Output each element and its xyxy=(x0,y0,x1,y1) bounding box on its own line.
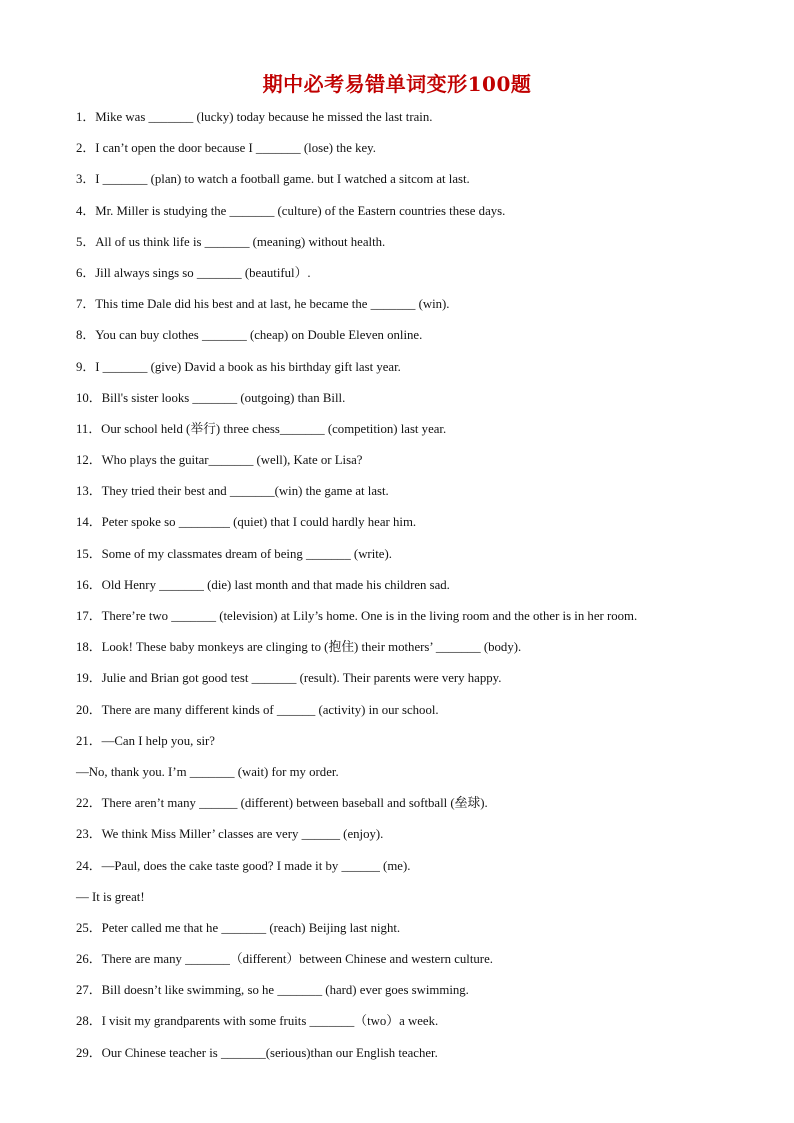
question-21: 21．—Can I help you, sir? xyxy=(76,733,215,748)
question-19: 19．Julie and Brian got good test _______ (result). Their parents were very happy. xyxy=(76,671,502,686)
question-14: 14．Peter spoke so ________ (quiet) that I could hardly hear him. xyxy=(76,515,417,530)
question-17: 17．There’re two _______ (television) at Lily’s home. One is in the living room and the other is in her room. xyxy=(76,609,638,623)
question-6: 6．Jill always sings so _______ (beautiful）. xyxy=(76,265,311,280)
question-7: 7．This time Dale did his best and at last, he became the _______ (win). xyxy=(76,297,450,312)
question-18: 18．Look! These baby monkeys are clinging to (抱住) their mothers’ _______ (body). xyxy=(76,640,522,655)
question-16: 16．Old Henry _______ (die) last month and that made his children sad. xyxy=(76,577,450,592)
question-2: 2．I can’t open the door because I _______ (lose) the key. xyxy=(76,141,376,156)
question-8: 8．You can buy clothes _______ (cheap) on Double Eleven online. xyxy=(76,328,423,343)
question-24-reply: — It is great! xyxy=(76,889,145,904)
question-25: 25．Peter called me that he _______ (reach) Beijing last night. xyxy=(76,920,401,935)
question-1: 1．Mike was _______ (lucky) today because he missed the last train. xyxy=(76,110,433,124)
question-3: 3．I _______ (plan) to watch a football game. but I watched a sitcom at last. xyxy=(76,172,470,187)
question-9: 9．I _______ (give) David a book as his birthday gift last year. xyxy=(76,359,401,374)
question-27: 27．Bill doesn’t like swimming, so he _______ (hard) ever goes swimming. xyxy=(76,983,469,998)
question-26: 26．There are many _______（different）between Chinese and western culture. xyxy=(76,952,493,967)
question-22: 22．There aren’t many ______ (different) between baseball and softball (垒球). xyxy=(76,796,488,811)
question-20: 20．There are many different kinds of ______ (activity) in our school. xyxy=(76,702,439,717)
question-11: 11．Our school held (举行) three chess_______ (competition) last year. xyxy=(76,421,447,436)
page-title: 期中必考易错单词变形100题 xyxy=(262,72,532,96)
question-29: 29．Our Chinese teacher is _______(serious)than our English teacher. xyxy=(76,1045,438,1060)
question-5: 5．All of us think life is _______ (meaning) without health. xyxy=(76,234,386,249)
question-12: 12．Who plays the guitar_______ (well), Kate or Lisa? xyxy=(76,453,363,468)
question-4: 4．Mr. Miller is studying the _______ (culture) of the Eastern countries these days. xyxy=(76,203,506,218)
question-list xyxy=(76,107,756,1074)
question-15: 15．Some of my classmates dream of being _______ (write). xyxy=(76,546,392,561)
question-21-reply: —No, thank you. I’m _______ (wait) for my order. xyxy=(76,764,339,779)
question-10: 10．Bill's sister looks _______ (outgoing) than Bill. xyxy=(76,390,346,405)
question-28: 28．I visit my grandparents with some fruits _______（two）a week. xyxy=(76,1014,439,1029)
question-23: 23．We think Miss Miller’ classes are very ______ (enjoy). xyxy=(76,827,384,842)
question-13: 13．They tried their best and _______(win) the game at last. xyxy=(76,484,389,499)
question-24: 24．—Paul, does the cake taste good? I made it by ______ (me). xyxy=(76,858,411,873)
